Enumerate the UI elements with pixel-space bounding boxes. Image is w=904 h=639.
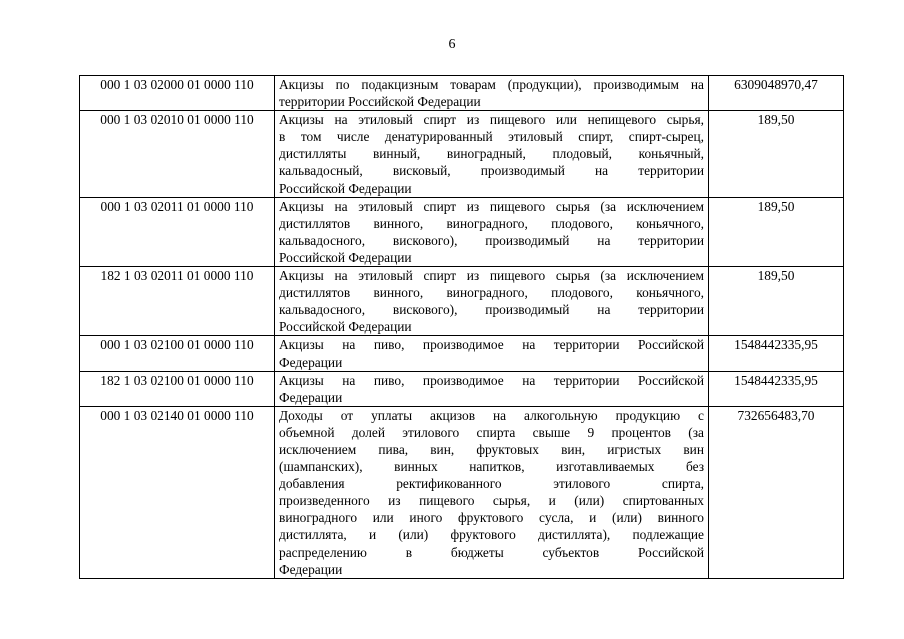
revenue-name-line: Акцизы на этиловый спирт из пищевого или непищевого сырья, — [279, 112, 704, 128]
amount-cell: 189,50 — [709, 267, 844, 336]
amount-cell: 1548442335,95 — [709, 371, 844, 406]
table-row — [80, 111, 844, 197]
revenue-name-line: кальвадосного, вискового), производимый на территории — [279, 232, 704, 248]
revenue-name-line: в том числе денатурированный этиловый спирт, спирт-сырец, — [279, 129, 704, 145]
revenue-name-line: Российской Федерации — [279, 180, 412, 196]
budget-code-cell: 000 1 03 02000 01 0000 110 — [80, 76, 275, 111]
table-row — [80, 197, 844, 266]
revenue-name-cell — [275, 76, 709, 111]
revenue-name-line: Федерации — [279, 354, 343, 370]
revenue-name-line: дистиллята, и (или) фруктового дистиллята), подлежащие — [279, 527, 704, 543]
amount-cell: 1548442335,95 — [709, 336, 844, 371]
amount-cell: 189,50 — [709, 197, 844, 266]
revenue-name-line: Акцизы на пиво, производимое на территории Российской — [279, 337, 704, 353]
table-body — [80, 76, 844, 579]
revenue-name-cell — [275, 111, 709, 197]
revenue-name-line: Российской Федерации — [279, 319, 412, 335]
revenue-name-line: дистиллятов винного, виноградного, плодового, коньячного, — [279, 215, 704, 231]
revenue-name-line: добавления ректификованного этилового спирта, — [279, 476, 704, 492]
revenue-name-line: объемной долей этилового спирта свыше 9 процентов (за — [279, 424, 704, 440]
revenue-name-line: распределению в бюджеты субъектов Российской — [279, 544, 704, 560]
revenue-name-cell — [275, 371, 709, 406]
revenue-name-cell — [275, 267, 709, 336]
budget-code-cell: 000 1 03 02011 01 0000 110 — [80, 197, 275, 266]
table-row — [80, 371, 844, 406]
revenue-name-line: Доходы от уплаты акцизов на алкогольную продукцию с — [279, 407, 704, 423]
revenue-name-cell — [275, 336, 709, 371]
revenue-name-line: Акцизы по подакцизным товарам (продукции), производимым на — [279, 77, 704, 92]
revenue-name-line: Акцизы на пиво, производимое на территории Российской — [279, 372, 704, 388]
revenue-name-line: исключением пива, вин, фруктовых вин, игристых вин — [279, 441, 704, 457]
amount-cell: 6309048970,47 — [709, 76, 844, 111]
table-row — [80, 267, 844, 336]
revenue-name-line: дистилляты винный, виноградный, плодовый, коньячный, — [279, 146, 704, 162]
budget-code-cell: 000 1 03 02140 01 0000 110 — [80, 406, 275, 578]
revenue-name-line: виноградного или иного фруктового сусла, и (или) винного — [279, 510, 704, 526]
revenue-name-cell — [275, 197, 709, 266]
revenue-name-line: территории Российской Федерации — [279, 94, 481, 110]
budget-code-cell: 000 1 03 02010 01 0000 110 — [80, 111, 275, 197]
budget-code-cell: 182 1 03 02011 01 0000 110 — [80, 267, 275, 336]
revenue-name-line: Федерации — [279, 561, 343, 577]
revenue-name-cell — [275, 406, 709, 578]
revenue-name-line: Акцизы на этиловый спирт из пищевого сырья (за исключением — [279, 268, 704, 284]
page-number: 6 — [448, 37, 456, 52]
amount-cell: 189,50 — [709, 111, 844, 197]
budget-code-cell: 182 1 03 02100 01 0000 110 — [80, 371, 275, 406]
revenue-name-line: кальвадосный, висковый, производимый на территории — [279, 163, 704, 179]
revenue-name-line: Федерации — [279, 389, 343, 405]
amount-cell: 732656483,70 — [709, 406, 844, 578]
budget-code-cell: 000 1 03 02100 01 0000 110 — [80, 336, 275, 371]
table-row — [80, 336, 844, 371]
revenue-name-line: (шампанских), винных напитков, изготавливаемых без — [279, 459, 704, 475]
budget-revenue-table — [79, 75, 844, 579]
revenue-name-line: Российской Федерации — [279, 249, 412, 265]
table-row — [80, 76, 844, 111]
revenue-name-line: кальвадосного, вискового), производимый на территории — [279, 302, 704, 318]
revenue-name-line: произведенного из пищевого сырья, и (или) спиртованных — [279, 493, 704, 509]
revenue-name-line: Акцизы на этиловый спирт из пищевого сырья (за исключением — [279, 198, 704, 214]
table-row — [80, 406, 844, 578]
revenue-name-line: дистиллятов винного, виноградного, плодового, коньячного, — [279, 285, 704, 301]
